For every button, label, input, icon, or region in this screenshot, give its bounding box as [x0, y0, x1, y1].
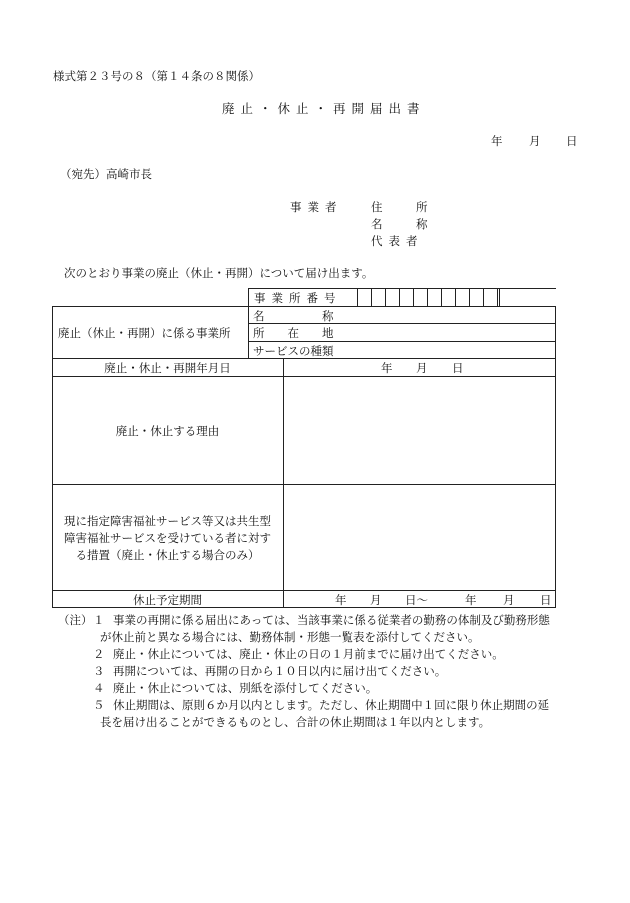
- change-date-month: 月: [416, 361, 428, 375]
- period-end-day: 日: [540, 593, 552, 607]
- office-label: 廃止（休止・再開）に係る事業所: [58, 326, 231, 340]
- digit-box-divider: [497, 288, 498, 306]
- note-5-line2: 長を届け出ることができるものとし、合計の休止期間は１年以内とします。: [100, 715, 491, 729]
- note-2-line1: 廃止・休止については、廃止・休止の日の１月前までに届け出てください。: [113, 647, 504, 661]
- change-date-year: 年: [381, 361, 393, 375]
- period-start-day: 日～: [405, 593, 428, 607]
- reason-label: 廃止・休止する理由: [115, 424, 220, 438]
- digit-box-divider: [455, 288, 456, 306]
- digit-box-divider: [385, 288, 386, 306]
- change-date-label: 廃止・休止・再開年月日: [104, 361, 231, 375]
- note-3-line1: 再開については、再開の日から１０日以内に届け出てください。: [113, 664, 447, 678]
- office-number-label: 事業所番号: [254, 291, 342, 305]
- note-3-number: ３: [93, 664, 105, 678]
- applicant-address-label: 住 所: [371, 200, 439, 214]
- page-title: 廃止・休止・再開届出書: [222, 101, 426, 116]
- note-4-number: ４: [93, 681, 105, 695]
- office-name-label: 名 称: [253, 309, 334, 323]
- suspension-period-label: 休止予定期間: [133, 593, 202, 607]
- digit-box-divider: [469, 288, 470, 306]
- note-5-line1: 休止期間は、原則６か月以内とします。ただし、休止期間中１回に限り休止期間の延: [113, 698, 550, 712]
- period-start-year: 年: [335, 593, 347, 607]
- measures-label-line3: る措置（廃止・休止する場合のみ）: [75, 548, 260, 562]
- note-5-number: ５: [93, 698, 105, 712]
- line: [248, 288, 249, 359]
- applicant-name-label: 名 称: [371, 217, 439, 231]
- digit-box-divider: [357, 288, 358, 306]
- addressee: （宛先）高崎市長: [60, 167, 152, 181]
- note-1-number: １: [93, 613, 105, 627]
- date-day: 日: [566, 134, 578, 148]
- measures-label-line2: 障害福祉サービスを受けている者に対す: [64, 531, 271, 545]
- line: [555, 306, 556, 608]
- notification-form-table: [52, 288, 556, 608]
- line: [52, 306, 556, 307]
- reason-field[interactable]: [283, 377, 555, 484]
- line: [248, 288, 556, 289]
- date-month: 月: [529, 134, 541, 148]
- intro-text: 次のとおり事業の廃止（休止・再開）について届け出ます。: [64, 266, 374, 280]
- line: [248, 341, 556, 342]
- digit-box-divider: [413, 288, 414, 306]
- applicant-representative-label: 代表者: [371, 234, 424, 248]
- form-number: 様式第２３号の８（第１４条の８関係）: [53, 69, 260, 83]
- note-1-line2: が休止前と異なる場合には、勤務体制・形態一覧表を添付してください。: [100, 630, 480, 644]
- line: [52, 590, 556, 591]
- digit-box-divider: [483, 288, 484, 306]
- period-start-month: 月: [370, 593, 382, 607]
- measures-label-line1: 現に指定障害福祉サービス等又は共生型: [64, 514, 271, 528]
- measures-field[interactable]: [283, 485, 555, 590]
- service-type-label: サービスの種類: [253, 344, 334, 358]
- date-year: 年: [491, 134, 503, 148]
- digit-box-divider: [441, 288, 442, 306]
- digit-box-divider: [499, 288, 500, 306]
- applicant-label: 事業者: [290, 200, 343, 214]
- note-4-line1: 廃止・休止については、別紙を添付してください。: [113, 681, 378, 695]
- period-end-year: 年: [465, 593, 477, 607]
- notes-prefix: （注）: [58, 613, 93, 627]
- period-end-month: 月: [503, 593, 515, 607]
- digit-box-divider: [371, 288, 372, 306]
- office-location-label: 所 在 地: [253, 326, 334, 340]
- digit-box-divider: [427, 288, 428, 306]
- change-date-day: 日: [452, 361, 464, 375]
- note-2-number: ２: [93, 647, 105, 661]
- note-1-line1: 事業の再開に係る届出にあっては、当該事業に係る従業者の勤務の体制及び勤務形態: [113, 613, 550, 627]
- digit-box-divider: [399, 288, 400, 306]
